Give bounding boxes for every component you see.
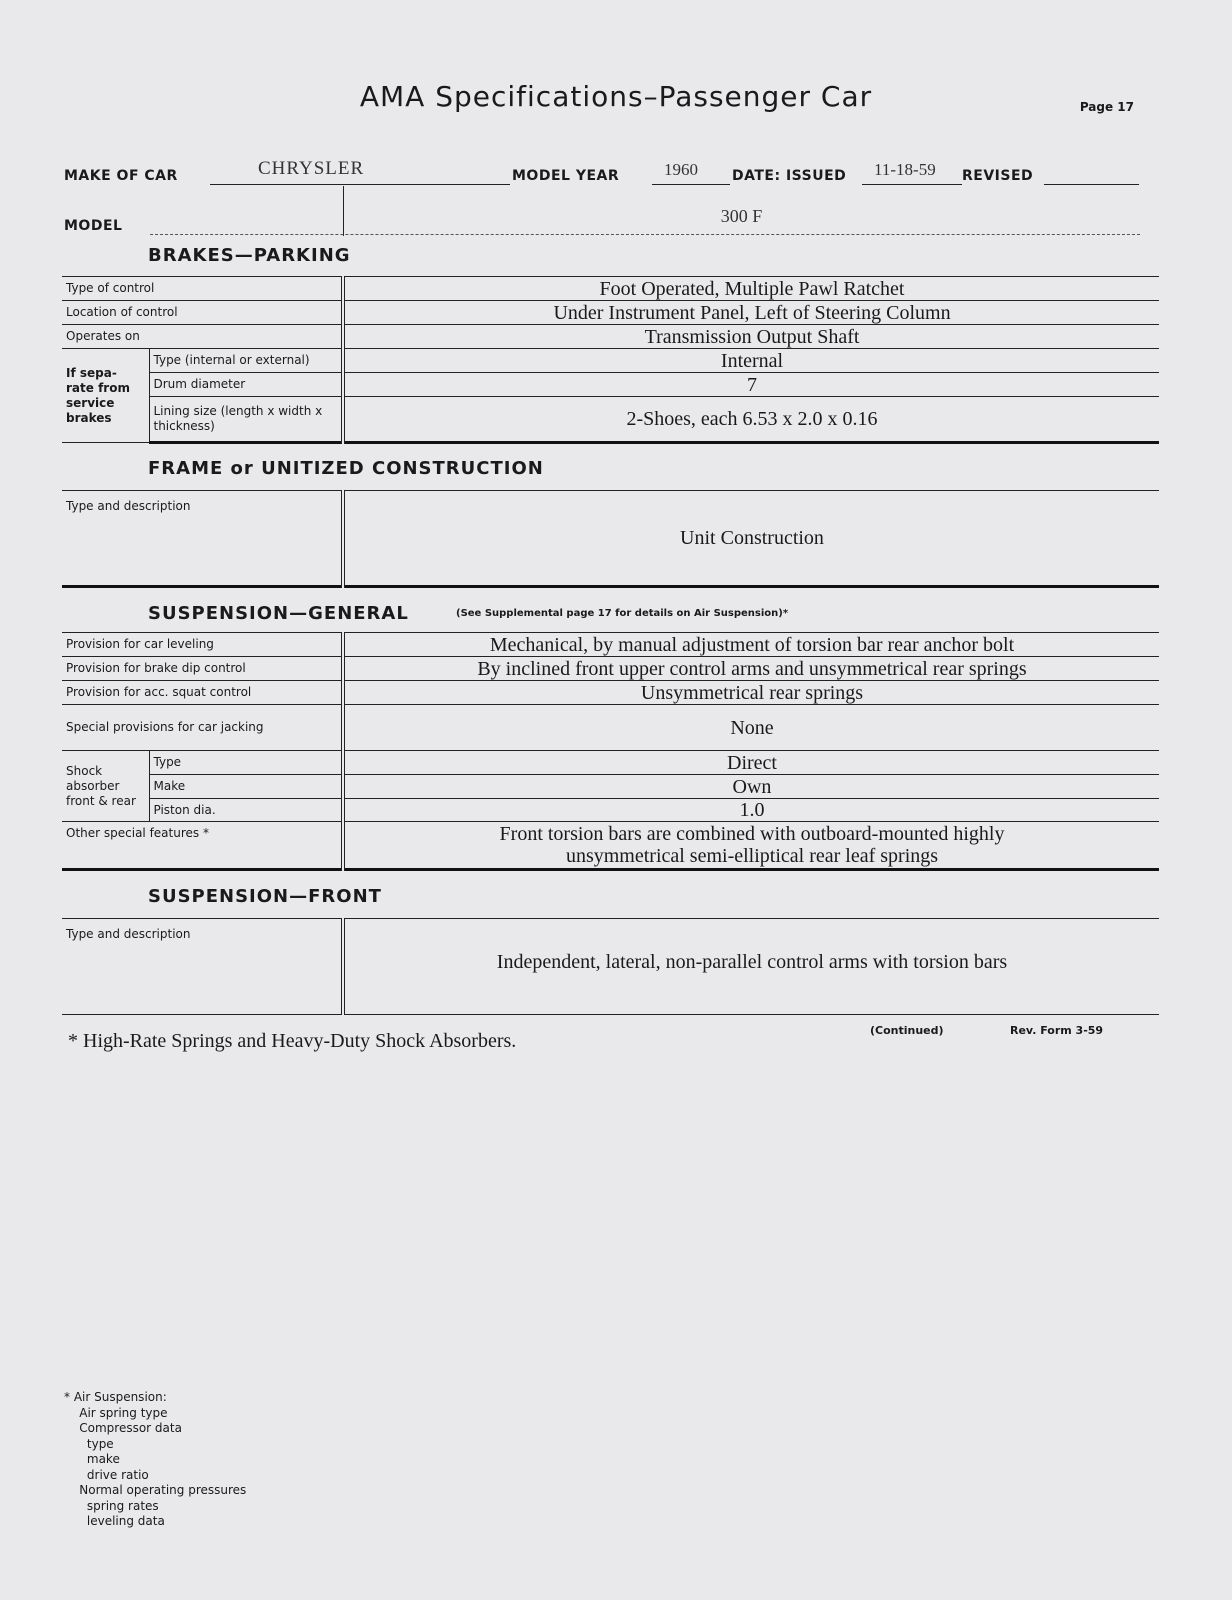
table-row	[62, 822, 1159, 870]
section-title-suspension-general: SUSPENSION—GENERAL	[148, 603, 409, 624]
row-label: Provision for car leveling	[62, 633, 343, 657]
brakes-parking-table	[62, 276, 1159, 444]
make-of-car-value: CHRYSLER	[258, 158, 365, 179]
table-row	[62, 349, 1159, 373]
row-value: Transmission Output Shaft	[343, 325, 1159, 349]
list-item: make	[64, 1452, 120, 1466]
date-issued-label: DATE: ISSUED	[732, 168, 847, 184]
list-item: leveling data	[64, 1514, 165, 1528]
section-title-brakes-parking: BRAKES—PARKING	[148, 245, 351, 266]
suspension-front-table	[62, 918, 1159, 1015]
row-value: Foot Operated, Multiple Pawl Ratchet	[343, 277, 1159, 301]
row-label: Special provisions for car jacking	[62, 705, 343, 751]
table-row	[62, 681, 1159, 705]
form-number: Rev. Form 3-59	[1010, 1024, 1104, 1037]
model-line	[150, 234, 1140, 235]
list-item: * Air Suspension:	[64, 1390, 167, 1404]
model-year-label: MODEL YEAR	[512, 168, 620, 184]
list-item: Normal operating pressures	[64, 1483, 247, 1497]
table-row	[62, 799, 1159, 822]
model-value: 300 F	[720, 206, 763, 226]
make-of-car-label: MAKE OF CAR	[64, 168, 178, 184]
row-label: Type of control	[62, 277, 343, 301]
table-row	[62, 919, 1159, 1015]
row-value: Internal	[343, 349, 1159, 373]
row-value: Direct	[343, 751, 1159, 775]
row-label: Type and description	[62, 491, 343, 587]
table-row	[62, 397, 1159, 443]
row-label: Piston dia.	[149, 799, 343, 822]
make-of-car-line	[210, 184, 510, 185]
table-row	[62, 633, 1159, 657]
model-year-line	[652, 184, 730, 185]
document-title: AMA Specifications–Passenger Car	[359, 80, 873, 113]
row-label: Type (internal or external)	[149, 349, 343, 373]
row-label: Drum diameter	[149, 373, 343, 397]
other-features-line2: unsymmetrical semi-elliptical rear leaf springs	[565, 845, 939, 867]
row-label: Type	[149, 751, 343, 775]
table-row	[62, 277, 1159, 301]
row-label: Location of control	[62, 301, 343, 325]
section-title-suspension-front: SUSPENSION—FRONT	[148, 886, 382, 907]
list-item: Air spring type	[64, 1405, 168, 1420]
row-value: Unsymmetrical rear springs	[343, 681, 1159, 705]
row-label: Type and description	[62, 919, 343, 1015]
list-item: spring rates	[64, 1498, 159, 1513]
row-value: Unit Construction	[343, 491, 1159, 587]
row-label: Provision for acc. squat control	[62, 681, 343, 705]
row-label: Other special features *	[62, 822, 343, 870]
table-row	[62, 373, 1159, 397]
table-row	[62, 491, 1159, 587]
footnote: * High-Rate Springs and Heavy-Duty Shock Absorbers.	[68, 1030, 517, 1052]
table-row	[62, 775, 1159, 799]
row-value: By inclined front upper control arms and unsymmetrical rear springs	[343, 657, 1159, 681]
model-year-value: 1960	[664, 160, 698, 179]
row-label: Provision for brake dip control	[62, 657, 343, 681]
revised-label: REVISED	[962, 168, 1034, 184]
row-value: Own	[343, 775, 1159, 799]
continued-label: (Continued)	[870, 1024, 944, 1037]
row-value: Mechanical, by manual adjustment of torsion bar rear anchor bolt	[343, 633, 1159, 657]
row-value: 1.0	[343, 799, 1159, 822]
list-item: type	[64, 1436, 114, 1451]
section-title-frame: FRAME or UNITIZED CONSTRUCTION	[148, 458, 544, 479]
row-value: None	[343, 705, 1159, 751]
row-label: Make	[149, 775, 343, 799]
row-label: Lining size (length x width x thickness)	[149, 397, 343, 443]
table-row	[62, 705, 1159, 751]
row-value	[343, 822, 1159, 870]
revised-line	[1044, 184, 1139, 185]
table-row	[62, 325, 1159, 349]
frame-table	[62, 490, 1159, 588]
group-label: If sepa- rate from service brakes	[62, 349, 149, 443]
date-issued-value: 11-18-59	[874, 160, 936, 179]
air-suspension-list	[64, 1390, 246, 1530]
suspension-general-table	[62, 632, 1159, 871]
model-label: MODEL	[64, 218, 123, 234]
list-item: drive ratio	[64, 1467, 149, 1482]
row-value: 2-Shoes, each 6.53 x 2.0 x 0.16	[343, 397, 1159, 443]
row-label: Operates on	[62, 325, 343, 349]
group-label: Shock absorber front & rear	[62, 751, 149, 822]
date-issued-line	[862, 184, 962, 185]
table-row	[62, 657, 1159, 681]
row-value: 7	[343, 373, 1159, 397]
table-row	[62, 301, 1159, 325]
other-features-line1: Front torsion bars are combined with outboard-mounted highly	[499, 823, 1005, 845]
page-number: Page 17	[1079, 100, 1134, 114]
table-row	[62, 751, 1159, 775]
row-value: Under Instrument Panel, Left of Steering Column	[343, 301, 1159, 325]
list-item: Compressor data	[64, 1421, 182, 1435]
row-value: Independent, lateral, non-parallel control arms with torsion bars	[343, 919, 1159, 1015]
suspension-general-note: (See Supplemental page 17 for details on Air Suspension)*	[456, 608, 789, 619]
